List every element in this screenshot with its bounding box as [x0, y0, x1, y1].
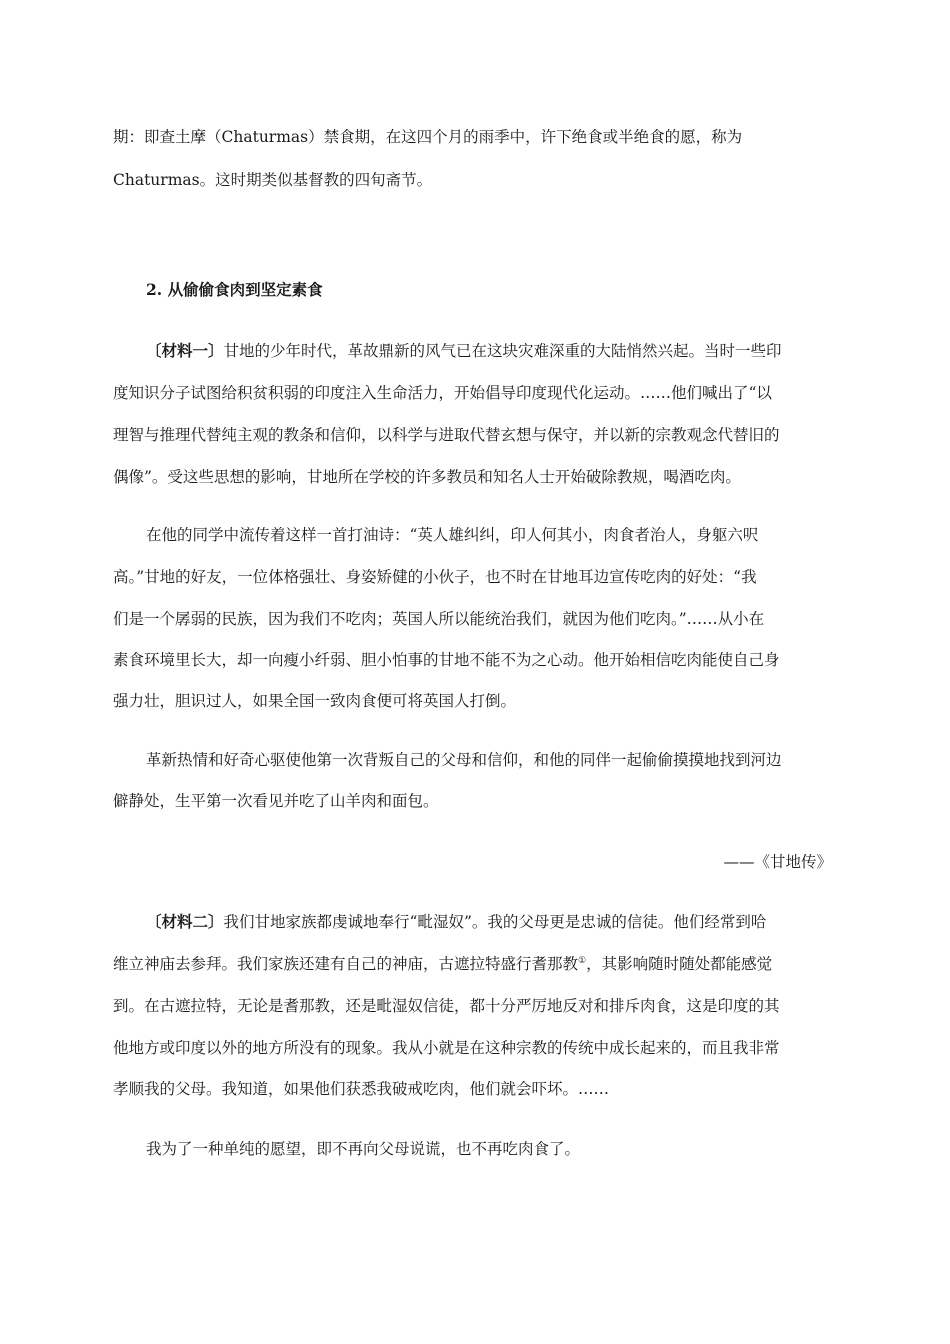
paragraph-line: 到。在古遮拉特，无论是耆那教，还是毗湿奴信徒，都十分严厉地反对和排斥肉食，这是印度的其 [113, 997, 780, 1015]
paragraph-line: 他地方或印度以外的地方所没有的现象。我从小就是在这种宗教的传统中成长起来的，而且我非常 [113, 1039, 780, 1057]
paragraph-line: 我为了一种单纯的愿望，即不再向父母说谎，也不再吃肉食了。 [146, 1140, 581, 1158]
source-citation: ——《甘地传》 [723, 853, 832, 871]
paragraph-line: 理智与推理代替纯主观的教条和信仰，以科学与进取代替玄想与保守，并以新的宗教观念代替旧的 [113, 426, 780, 444]
carryover-line: 期：即查土摩（Chaturmas）禁食期，在这四个月的雨季中，许下绝食或半绝食的愿，称为 [113, 128, 743, 146]
paragraph-line [113, 953, 837, 975]
section-heading: 2. 从偷偷食肉到坚定素食 [146, 280, 323, 299]
paragraph-line: 孝顺我的父母。我知道，如果他们获悉我破戒吃肉，他们就会吓坏。…… [113, 1080, 610, 1098]
paragraph-line: 度知识分子试图给积贫积弱的印度注入生命活力，开始倡导印度现代化运动。……他们喊出了“以 [113, 384, 772, 402]
paragraph-text: 甘地的少年时代，革故鼎新的风气已在这块灾难深重的大陆悄然兴起。当时一些印 [223, 342, 782, 360]
paragraph-line [146, 340, 870, 362]
paragraph-line: 在他的同学中流传着这样一首打油诗：“英人雄纠纠，印人何其小，肉食者治人，身躯六呎 [146, 526, 759, 544]
paragraph-line: 高。”甘地的好友，一位体格强壮、身姿矫健的小伙子，也不时在甘地耳边宣传吃肉的好处：“我 [113, 568, 757, 586]
paragraph-line: 素食环境里长大，却一向瘦小纤弱、胆小怕事的甘地不能不为之心动。他开始相信吃肉能使自己身 [113, 651, 780, 669]
paragraph-line: 僻静处，生平第一次看见并吃了山羊肉和面包。 [113, 792, 439, 810]
footnote-marker: ① [578, 956, 587, 966]
paragraph-line: 革新热情和好奇心驱使他第一次背叛自己的父母和信仰，和他的同伴一起偷偷摸摸地找到河边 [146, 751, 782, 769]
material-label: 〔材料二〕 [146, 912, 224, 931]
paragraph-text: 我们甘地家族都虔诚地奉行“毗湿奴”。我的父母更是忠诚的信徒。他们经常到哈 [223, 913, 767, 931]
carryover-line: Chaturmas。这时期类似基督教的四旬斋节。 [113, 171, 433, 189]
paragraph-line: 强力壮，胆识过人，如果全国一致肉食便可将英国人打倒。 [113, 692, 517, 710]
paragraph-line: 偶像”。受这些思想的影响，甘地所在学校的许多教员和知名人士开始破除教规，喝酒吃肉。 [113, 468, 741, 486]
paragraph-line: 们是一个孱弱的民族，因为我们不吃肉；英国人所以能统治我们，就因为他们吃肉。”……从小在 [113, 610, 765, 628]
paragraph-text: ，其影响随时随处都能感觉 [586, 955, 773, 973]
paragraph-line [146, 911, 870, 933]
paragraph-text: 维立神庙去参拜。我们家族还建有自己的神庙，古遮拉特盛行耆那教 [113, 955, 579, 973]
material-label: 〔材料一〕 [146, 341, 224, 360]
